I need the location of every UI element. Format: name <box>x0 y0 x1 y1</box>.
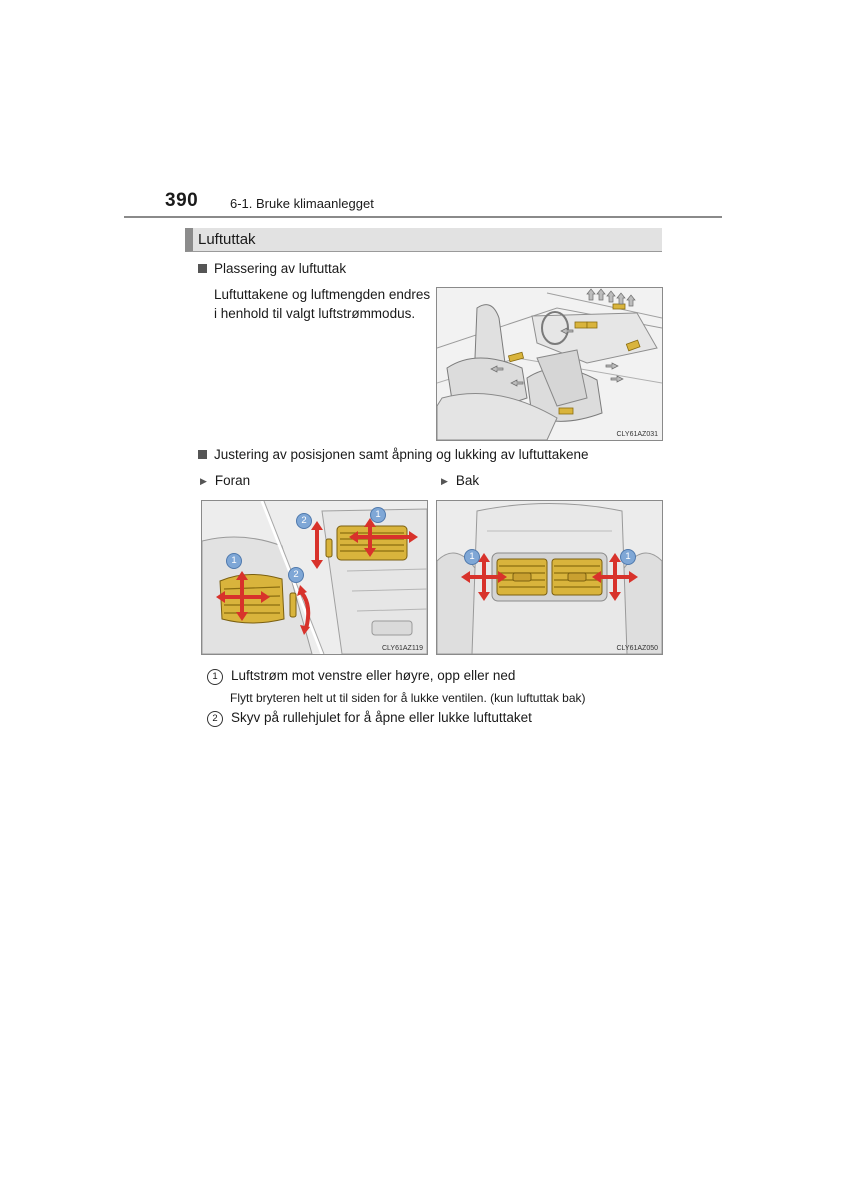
callout-2: 2 <box>288 567 304 583</box>
placement-heading-text: Plassering av luftuttak <box>214 261 347 276</box>
triangle-bullet-icon: ▶ <box>200 476 207 486</box>
rear-label-text: Bak <box>455 473 480 488</box>
legend-text: Luftstrøm mot venstre eller høyre, opp eller ned <box>231 668 516 683</box>
callout-2: 2 <box>296 513 312 529</box>
callout-1: 1 <box>226 553 242 569</box>
legend-item-2 <box>207 710 532 727</box>
square-bullet-icon <box>198 450 207 459</box>
placement-heading <box>198 261 346 276</box>
placement-text-line2: i henhold til valgt luftstrømmodus. <box>214 306 416 321</box>
legend-number: 2 <box>207 711 223 727</box>
square-bullet-icon <box>198 264 207 273</box>
figure-code: CLY61AZ050 <box>616 645 658 652</box>
rear-vents-figure <box>436 500 663 655</box>
triangle-bullet-icon: ▶ <box>441 476 448 486</box>
adjust-heading <box>198 447 588 462</box>
legend-note: Flytt bryteren helt ut til siden for å lukke ventilen. (kun luftuttak bak) <box>230 691 586 705</box>
section-title: Luftuttak <box>198 231 256 248</box>
placement-text-line1: Luftuttakene og luftmengden endres <box>214 287 431 302</box>
cabin-illustration <box>437 288 662 440</box>
header-divider <box>124 216 722 218</box>
page-number: 390 <box>165 190 199 211</box>
figure-code: CLY61AZ119 <box>382 645 423 652</box>
callout-1: 1 <box>464 549 480 565</box>
front-vents-figure <box>201 500 428 655</box>
callout-1: 1 <box>370 507 386 523</box>
front-label <box>200 473 250 488</box>
placement-text <box>214 285 430 323</box>
front-label-text: Foran <box>214 473 251 488</box>
figure-code: CLY61AZ031 <box>616 431 658 438</box>
rear-vents-illustration <box>437 501 662 654</box>
front-vents-illustration <box>202 501 427 654</box>
adjust-heading-text: Justering av posisjonen samt åpning og lukking av luftuttakene <box>214 447 589 462</box>
legend-item-1 <box>207 668 515 685</box>
cabin-vents-figure <box>436 287 663 441</box>
legend-number: 1 <box>207 669 223 685</box>
callout-1: 1 <box>620 549 636 565</box>
chapter-title: 6-1. Bruke klimaanlegget <box>230 196 374 211</box>
legend-text: Skyv på rullehjulet for å åpne eller lukke luftuttaket <box>231 710 532 725</box>
section-header <box>185 228 662 252</box>
rear-label <box>441 473 479 488</box>
